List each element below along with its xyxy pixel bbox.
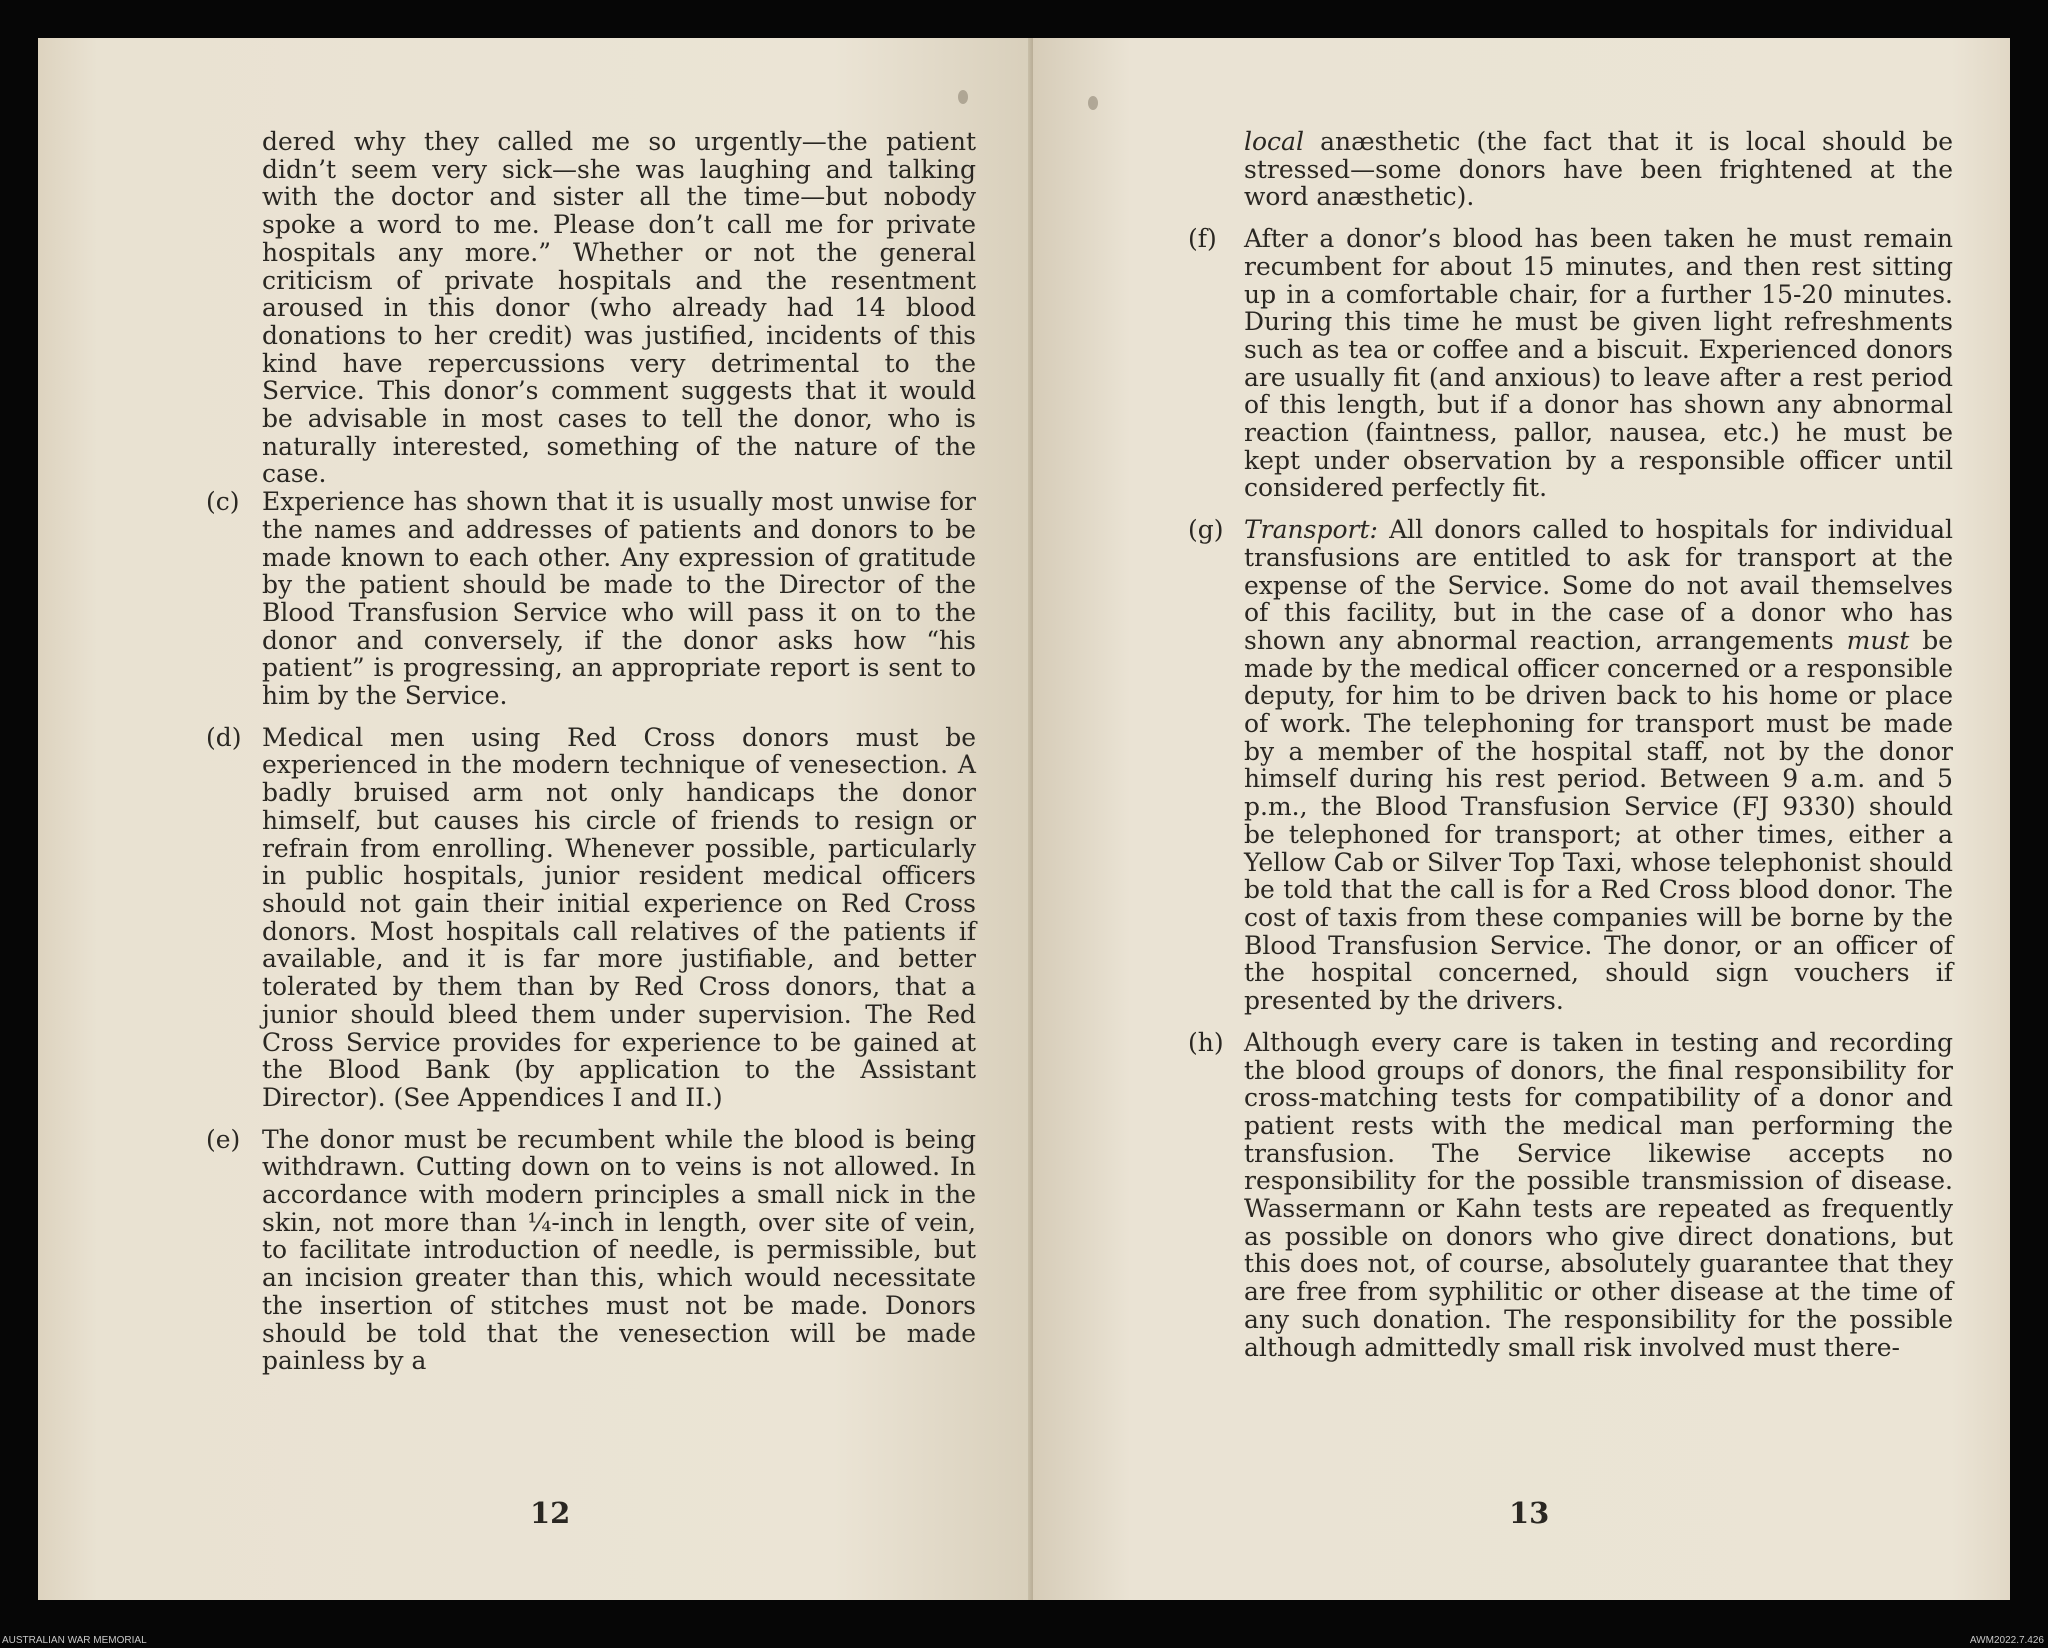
staple-mark <box>1088 96 1098 110</box>
item-text: All donors called to hospitals for individual transfusions are entitled to ask for transport at the expense of the Service. Some do not avail themselves of this facility, but in the case of a donor who has shown any abnormal reaction, arrangements <box>1244 515 1953 655</box>
item-d <box>206 724 976 1112</box>
emphasis-local: local <box>1244 127 1304 156</box>
item-e <box>206 1126 976 1375</box>
item-label: (e) <box>206 1124 241 1154</box>
emphasis-must: must <box>1846 625 1910 655</box>
page-number: 13 <box>1509 1496 1550 1530</box>
item-text: After a donor’s blood has been taken he must remain recumbent for about 15 minutes, and then rest sitting up in a comfortable chair, for a further 15-20 minutes. During this time he must be given light refreshments such as tea or coffee and a biscuit. Experienced donors are usually fit (and anxious) to leave after a rest period of this length, but if a donor has shown any abnormal reaction (faintness, pallor, nausea, etc.) he must be kept under observation by a responsible officer until considered perfectly fit. <box>1244 224 1953 503</box>
item-h <box>1188 1029 1953 1361</box>
staple-mark <box>958 90 968 104</box>
item-text: Experience has shown that it is usually most unwise for the names and addresses of patients and donors to be made known to each other. Any expression of gratitude by the patient should be made to the Director of the Blood Transfusion Service who will pass it on to the donor and conversely, if the donor asks how “his patient” is progressing, an appropriate report is sent to him by the Service. <box>262 487 976 711</box>
item-heading: Transport: <box>1244 515 1378 545</box>
item-text: The donor must be recumbent while the blood is being withdrawn. Cutting down on to veins is not allowed. In accordance with modern principles a small nick in the skin, not more than ¼-inch in length, over site of vein, to facilitate introduction of needle, is permissible, but an incision greater than this, which would necessitate the insertion of stitches must not be made. Donors should be told that the venesection will be made painless by a <box>262 1124 976 1376</box>
item-f <box>1188 225 1953 502</box>
right-text-column <box>1188 128 1953 1361</box>
continuation-text: anæsthetic (the fact that it is local should be stressed—some donors have been frightened at the word anæsthetic). <box>1244 127 1953 212</box>
left-text-column <box>206 128 976 1375</box>
item-text: be made by the medical officer concerned or a responsible deputy, for him to be driven back to his home or place of work. The telephoning for transport must be made by a member of the hospital staff, not by the donor himself during his rest period. Between 9 a.m. and 5 p.m., the Blood Transfusion Service (FJ 9330) should be telephoned for transport; at other times, either a Yellow Cab or Silver Top Taxi, whose telephonist should be told that the call is for a Red Cross blood donor. The cost of taxis from these companies will be borne by the Blood Transfusion Service. The donor, or an officer of the hospital concerned, should sign vouchers if presented by the drivers. <box>1244 625 1953 1016</box>
item-label: (h) <box>1188 1027 1224 1057</box>
item-label: (g) <box>1188 515 1224 545</box>
page-number: 12 <box>530 1496 571 1530</box>
item-label: (f) <box>1188 224 1217 254</box>
footer-institution: AUSTRALIAN WAR MEMORIAL <box>2 1635 147 1646</box>
booklet-spread <box>38 38 2010 1600</box>
left-continuation-paragraph: dered why they called me so urgently—the patient didn’t seem very sick—she was laughing and talking with the doctor and sister all the time—but nobody spoke a word to me. Please don’t call me for private hospitals any more.” Whether or not the general criticism of private hospitals and the resentment aroused in this donor (who already had 14 blood donations to her credit) was justified, incidents of this kind have repercussions very detrimental to the Service. This donor’s comment suggests that it would be advisable in most cases to tell the donor, who is naturally interested, something of the nature of the case. <box>262 127 976 489</box>
footer-catalogue-id: AWM2022.7.426 <box>1969 1635 2044 1646</box>
left-page <box>38 38 1033 1600</box>
item-g <box>1188 516 1953 1015</box>
item-text: Medical men using Red Cross donors must be experienced in the modern technique of venesection. A badly bruised arm not only handicaps the donor himself, but causes his circle of friends to resign or refrain from enrolling. Whenever possible, particularly in public hospitals, junior resident medical officers should not gain their initial experience on Red Cross donors. Most hospitals call relatives of the patients if available, and it is far more justifiable, and better tolerated by them than by Red Cross donors, that a junior should bleed them under supervision. The Red Cross Service provides for experience to be gained at the Blood Bank (by application to the Assistant Director). (See Appendices I and II.) <box>262 722 976 1112</box>
item-c <box>206 488 976 710</box>
archive-footer <box>2 1632 2044 1646</box>
right-page <box>1033 38 2010 1600</box>
right-continuation-paragraph <box>1244 128 1953 211</box>
item-label: (c) <box>206 487 240 517</box>
item-text: Although every care is taken in testing and recording the blood groups of donors, the final responsibility for cross-matching tests for compatibility of a donor and patient rests with the medical man performing the transfusion. The Service likewise accepts no responsibility for the possible transmission of disease. Wassermann or Kahn tests are repeated as frequently as possible on donors who give direct donations, but this does not, of course, absolutely guarantee that they are free from syphilitic or other disease at the time of any such donation. The responsibility for the possible although admittedly small risk involved must there- <box>1244 1027 1953 1362</box>
item-label: (d) <box>206 722 242 752</box>
